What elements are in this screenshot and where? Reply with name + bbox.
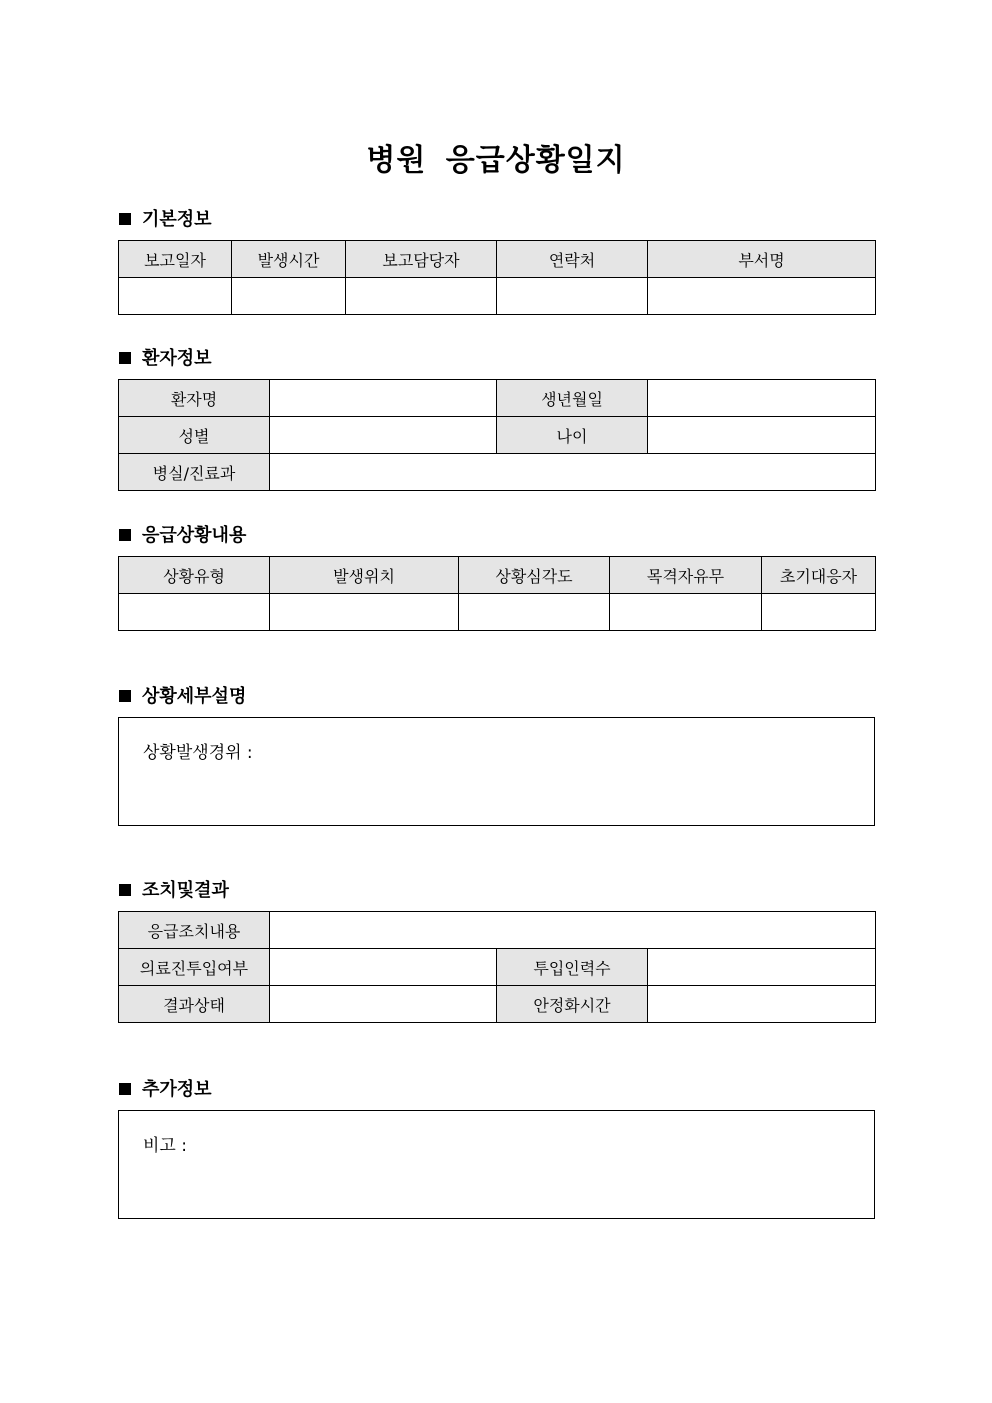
section-emergency-heading — [119, 525, 246, 547]
staff-count-label: 투입인력수 — [497, 949, 648, 986]
table-row — [119, 380, 876, 417]
header-contact: 연락처 — [497, 241, 648, 278]
header-severity: 상황심각도 — [459, 557, 610, 594]
first-responder-field[interactable] — [762, 594, 876, 631]
header-situation-type: 상황유형 — [119, 557, 270, 594]
header-occur-time: 발생시간 — [232, 241, 346, 278]
ward-field[interactable] — [270, 454, 876, 491]
stabilization-time-label: 안정화시간 — [497, 986, 648, 1023]
header-location: 발생위치 — [270, 557, 459, 594]
table-row — [119, 278, 876, 315]
header-first-responder: 초기대응자 — [762, 557, 876, 594]
section-patient-title: 환자정보 — [142, 348, 212, 369]
section-action-title: 조치및결과 — [142, 880, 229, 901]
gender-label: 성별 — [119, 417, 270, 454]
square-bullet-icon — [119, 1083, 131, 1095]
section-patient-heading — [119, 348, 212, 370]
table-row — [119, 454, 876, 491]
table-row — [119, 912, 876, 949]
section-emergency-title: 응급상황내용 — [142, 525, 247, 546]
witness-field[interactable] — [610, 594, 762, 631]
birth-date-field[interactable] — [648, 380, 876, 417]
table-row — [119, 417, 876, 454]
situation-type-field[interactable] — [119, 594, 270, 631]
table-header-row — [119, 241, 876, 278]
reporter-field[interactable] — [346, 278, 497, 315]
section-detail-heading — [119, 686, 246, 708]
section-action-heading — [119, 880, 229, 902]
result-status-field[interactable] — [270, 986, 497, 1023]
patient-name-field[interactable] — [270, 380, 497, 417]
medical-staff-field[interactable] — [270, 949, 497, 986]
contact-field[interactable] — [497, 278, 648, 315]
square-bullet-icon — [119, 213, 131, 225]
section-basic-title: 기본정보 — [142, 209, 212, 230]
occur-time-field[interactable] — [232, 278, 346, 315]
age-field[interactable] — [648, 417, 876, 454]
table-row — [119, 949, 876, 986]
page-title: 병원 응급상황일지 — [366, 143, 626, 178]
section-basic-heading — [119, 209, 212, 231]
section-detail-title: 상황세부설명 — [142, 686, 247, 707]
section-extra-heading — [119, 1079, 212, 1101]
measures-label: 응급조치내용 — [119, 912, 270, 949]
patient-info-table — [118, 379, 876, 491]
measures-field[interactable] — [270, 912, 876, 949]
birth-date-label: 생년월일 — [497, 380, 648, 417]
action-result-table — [118, 911, 876, 1023]
header-witness: 목격자유무 — [610, 557, 762, 594]
ward-label: 병실/진료과 — [119, 454, 270, 491]
header-department: 부서명 — [648, 241, 876, 278]
table-row — [119, 594, 876, 631]
square-bullet-icon — [119, 690, 131, 702]
department-field[interactable] — [648, 278, 876, 315]
severity-field[interactable] — [459, 594, 610, 631]
table-row — [119, 986, 876, 1023]
report-date-field[interactable] — [119, 278, 232, 315]
header-reporter: 보고담당자 — [346, 241, 497, 278]
remarks-textarea[interactable] — [118, 1110, 875, 1219]
remarks-label: 비고 : — [143, 1136, 187, 1156]
detail-label: 상황발생경위 : — [143, 743, 253, 763]
square-bullet-icon — [119, 352, 131, 364]
medical-staff-label: 의료진투입여부 — [119, 949, 270, 986]
patient-name-label: 환자명 — [119, 380, 270, 417]
emergency-info-table — [118, 556, 876, 631]
staff-count-field[interactable] — [648, 949, 876, 986]
basic-info-table — [118, 240, 876, 315]
location-field[interactable] — [270, 594, 459, 631]
age-label: 나이 — [497, 417, 648, 454]
result-status-label: 결과상태 — [119, 986, 270, 1023]
detail-textarea[interactable] — [118, 717, 875, 826]
header-report-date: 보고일자 — [119, 241, 232, 278]
section-extra-title: 추가정보 — [142, 1079, 212, 1100]
square-bullet-icon — [119, 529, 131, 541]
square-bullet-icon — [119, 884, 131, 896]
stabilization-time-field[interactable] — [648, 986, 876, 1023]
gender-field[interactable] — [270, 417, 497, 454]
table-header-row — [119, 557, 876, 594]
